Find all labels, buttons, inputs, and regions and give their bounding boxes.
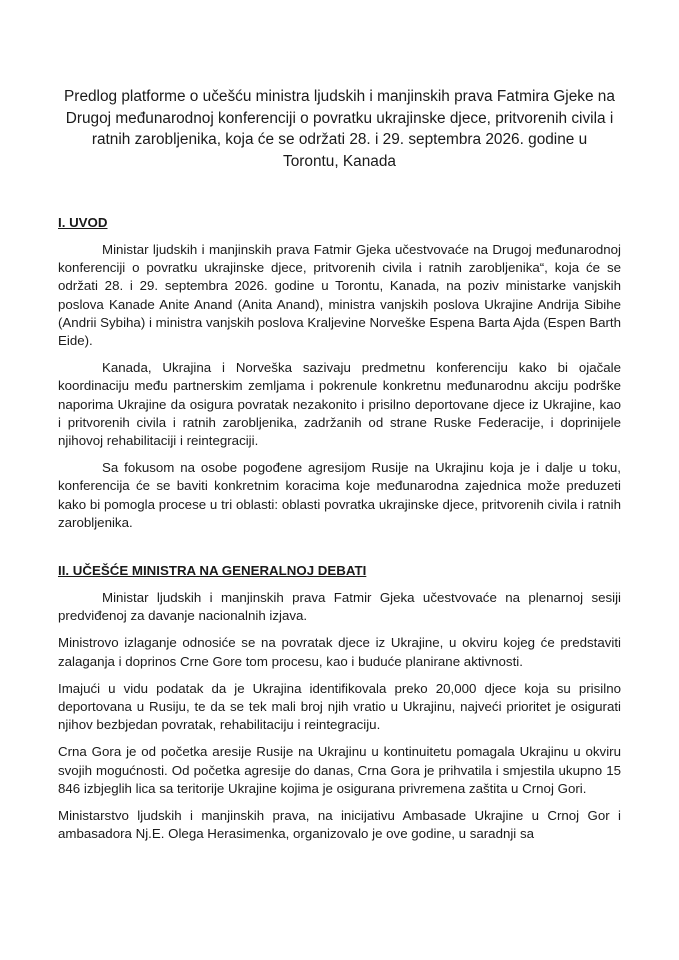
section-heading-general-debate: II. UČEŠĆE MINISTRA NA GENERALNOJ DEBATI [58,563,367,579]
section-heading-introduction: I. UVOD [58,215,108,230]
intro-paragraph-1: Ministar ljudskih i manjinskih prava Fatmir Gjeka učestvovaće na Drugoj međunarodnoj konferenciji o povratku ukrajinske djece, pritvorenih civila i ratnih zarobljenika“, koja će se održati 28. i 29. septembra 2026. godine u Torontu, Kanada, na poziv ministarke vanjskih poslova Kanade Anite Anand (Anita Anand), ministra vanjskih poslova Ukrajine Andrija Sibihe (Andrii Sybiha) i ministra vanjskih poslova Kraljevine Norveške Espena Barta Ajda (Espen Barth Eide). [58,242,621,349]
debate-paragraph-3: Imajući u vidu podatak da je Ukrajina identifikovala preko 20,000 djece koja su prisilno deportovana u Rusiju, te da se tek mali broj njih vratio u Ukrajinu, najveći prioritet je osigurati njihov bezbjedan povratak, rehabilitaciju i reintegraciju. [58,680,621,733]
intro-paragraph-3: Sa fokusom na osobe pogođene agresijom Rusije na Ukrajinu koja je i dalje u toku, konferencija će se baviti konkretnim koracima koje međunarodna zajednica može preduzeti kako bi pomogla procese u tri oblasti: oblasti povratka ukrajinske djece, pritvorenih civila i ratnih zarobljenika. [58,460,621,530]
debate-paragraph-2: Ministrovo izlaganje odnosiće se na povratak djece iz Ukrajine, u okviru kojeg će predstaviti zalaganja i doprinos Crne Gore tom procesu, kao i buduće planirane aktivnosti. [58,635,621,669]
document-title: Predlog platforme o učešću ministra ljudskih i manjinskih prava Fatmira Gjeke na Drugoj međunarodnoj konferenciji o povratku ukrajinske djece, pritvorenih civila i ratnih zarobljenika, koja će se održati 28. i 29. septembra 2026. godine u Torontu, Kanada [64,88,615,170]
section-general-debate [58,562,621,843]
debate-paragraph-4: Crna Gora je od početka aresije Rusije na Ukrajinu u kontinuitetu pomagala Ukrajinu u okviru svojih mogućnosti. Od početka agresije do danas, Crna Gora je prihvatila i smjestila ukupno 15 846 izbjeglih lica sa teritorije Ukrajine kojima je osigurana privremena zaštita u Crnoj Gori. [58,744,621,796]
section-introduction [58,214,621,532]
intro-paragraph-2: Kanada, Ukrajina i Norveška sazivaju predmetnu konferenciju kako bi ojačale koordinaciju među partnerskim zemljama i pokrenule konkretnu međunarodnu akciju podrške naporima Ukrajine da osigura povratak nezakonito i prisilno deportovane djece iz Ukrajine, kao i pritvorenih civila i ratnih zarobljenika, zadržanih od strane Ruske Federacije, i doprinijele njihovoj rehabilitaciji i reintegraciji. [58,360,621,449]
debate-paragraph-5: Ministarstvo ljudskih i manjinskih prava, na inicijativu Ambasade Ukrajine u Crnoj Gor i ambasadora Nj.E. Olega Herasimenka, organizovalo je ove godine, u saradnji sa [58,808,621,842]
debate-paragraph-1: Ministar ljudskih i manjinskih prava Fatmir Gjeka učestvovaće na plenarnoj sesiji predviđenoj za davanje nacionalnih izjava. [58,590,621,624]
